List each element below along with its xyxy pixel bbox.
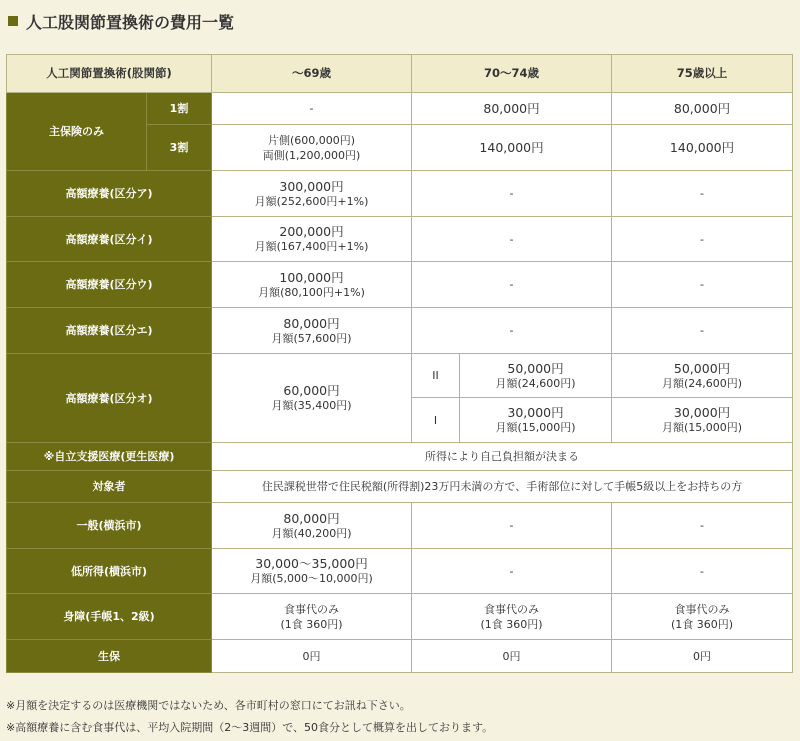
table-row	[7, 471, 793, 503]
row-label: 対象者	[7, 471, 212, 503]
row-label: 低所得(横浜市)	[7, 549, 212, 594]
cell-value	[212, 171, 412, 217]
cell-line: 30,000〜35,000円	[255, 556, 368, 571]
cell-line: 月額(15,000円)	[495, 421, 576, 434]
header-row	[7, 55, 793, 93]
cell-line: 300,000円	[279, 178, 344, 194]
cell-value: -	[612, 217, 793, 262]
cell-value: -	[612, 262, 793, 308]
cell-value: 140,000円	[412, 125, 612, 171]
cell-value	[460, 398, 612, 443]
cell-value: 80,000円	[612, 93, 793, 125]
row-sublabel-1wari: 1割	[147, 93, 212, 125]
cell-value	[212, 217, 412, 262]
bullet-square-icon	[8, 16, 18, 26]
cell-line: (1食 360円)	[670, 617, 734, 631]
cell-value: -	[612, 171, 793, 217]
cell-value: 0円	[412, 640, 612, 673]
cell-value	[212, 308, 412, 354]
cell-line: 30,000円	[507, 405, 564, 420]
cell-value: -	[612, 308, 793, 354]
cell-line: 50,000円	[673, 360, 731, 376]
row-label: 高額療養(区分イ)	[7, 217, 212, 262]
row-label: 一般(横浜市)	[7, 503, 212, 549]
cell-line: 両側(1,200,000円)	[262, 148, 361, 162]
row-label: 高額療養(区分ウ)	[7, 262, 212, 308]
header-under-69: 〜69歳	[212, 55, 412, 93]
cell-value: -	[212, 93, 412, 125]
row-label: 高額療養(区分エ)	[7, 308, 212, 354]
table-row	[7, 443, 793, 471]
table-row	[7, 640, 793, 673]
cell-line: 月額(57,600円)	[271, 331, 352, 345]
cell-value	[612, 354, 793, 398]
cell-value: -	[412, 308, 612, 354]
header-70-74: 70〜74歳	[412, 55, 612, 93]
row-label: 身障(手帳1、2級)	[7, 594, 212, 640]
row-sublabel-i: I	[412, 398, 460, 443]
row-label: ※自立支援医療(更生医療)	[7, 443, 212, 471]
cost-table-container	[6, 54, 792, 672]
row-label-main-insurance: 主保険のみ	[7, 93, 147, 171]
cell-line: 月額(252,600円+1%)	[254, 194, 369, 208]
cell-line: 100,000円	[279, 269, 344, 285]
cell-value: -	[612, 549, 793, 594]
cell-line: 月額(24,600円)	[495, 376, 576, 390]
cell-line: 月額(167,400円+1%)	[254, 240, 369, 253]
table-row	[7, 308, 793, 354]
cell-value: 0円	[212, 640, 412, 673]
cell-value: 住民課税世帯で住民税額(所得割)23万円未満の方で、手術部位に対して手帳5級以上をお持ちの方	[212, 471, 793, 503]
table-row	[7, 262, 793, 308]
cell-value	[212, 354, 412, 443]
cell-value	[212, 549, 412, 594]
row-label: 高額療養(区分オ)	[7, 354, 212, 443]
cell-value	[212, 503, 412, 549]
cell-value: 所得により自己負担額が決まる	[212, 443, 793, 471]
cell-value: -	[412, 549, 612, 594]
header-over-75: 75歳以上	[612, 55, 793, 93]
cell-value	[612, 398, 793, 443]
cell-line: 80,000円	[283, 315, 340, 331]
cell-value	[212, 125, 412, 171]
cell-value: -	[612, 503, 793, 549]
cell-value	[212, 594, 412, 640]
table-row	[7, 549, 793, 594]
cell-line: 月額(35,400円)	[271, 399, 352, 412]
cell-line: 月額(80,100円+1%)	[258, 285, 365, 299]
row-sublabel-3wari: 3割	[147, 125, 212, 171]
table-row	[7, 354, 793, 398]
cell-line: 食事代のみ	[284, 602, 340, 616]
cell-value: 140,000円	[612, 125, 793, 171]
cell-value	[212, 262, 412, 308]
cell-value	[460, 354, 612, 398]
cell-value: 80,000円	[412, 93, 612, 125]
cell-value: -	[412, 217, 612, 262]
cell-line: 月額(5,000〜10,000円)	[250, 572, 373, 585]
cell-line: 食事代のみ	[484, 602, 540, 616]
cell-value: -	[412, 171, 612, 217]
cell-line: 月額(15,000円)	[661, 421, 743, 434]
cell-value: -	[412, 503, 612, 549]
cell-line: 片側(600,000円)	[267, 133, 356, 147]
cell-value	[612, 594, 793, 640]
cost-table	[6, 54, 793, 673]
table-row	[7, 503, 793, 549]
cell-line: 50,000円	[507, 360, 564, 376]
cell-line: 月額(40,200円)	[271, 526, 352, 540]
cell-value	[412, 594, 612, 640]
cell-line: 200,000円	[279, 224, 344, 239]
row-sublabel-ii: II	[412, 354, 460, 398]
cell-line: 80,000円	[283, 510, 340, 526]
cell-line: (1食 360円)	[280, 617, 343, 631]
cell-line: 月額(24,600円)	[661, 376, 743, 390]
cell-line: (1食 360円)	[480, 617, 543, 631]
footnote: ※高額療養に含む食事代は、平均入院期間（2〜3週間）で、50食分として概算を出しております。	[6, 721, 494, 734]
cell-value: 0円	[612, 640, 793, 673]
row-label: 高額療養(区分ア)	[7, 171, 212, 217]
table-row	[7, 93, 793, 125]
footnote: ※月額を決定するのは医療機関ではないため、各市町村の窓口にてお訊ね下さい。	[6, 699, 411, 712]
cell-line: 30,000円	[673, 405, 731, 420]
cell-line: 食事代のみ	[674, 602, 730, 616]
row-label: 生保	[7, 640, 212, 673]
table-row	[7, 594, 793, 640]
cell-line: 60,000円	[283, 383, 340, 398]
cell-value: -	[412, 262, 612, 308]
page-title: 人工股関節置換術の費用一覧	[8, 10, 234, 32]
table-row	[7, 217, 793, 262]
table-row	[7, 171, 793, 217]
header-procedure: 人工関節置換術(股関節)	[7, 55, 212, 93]
